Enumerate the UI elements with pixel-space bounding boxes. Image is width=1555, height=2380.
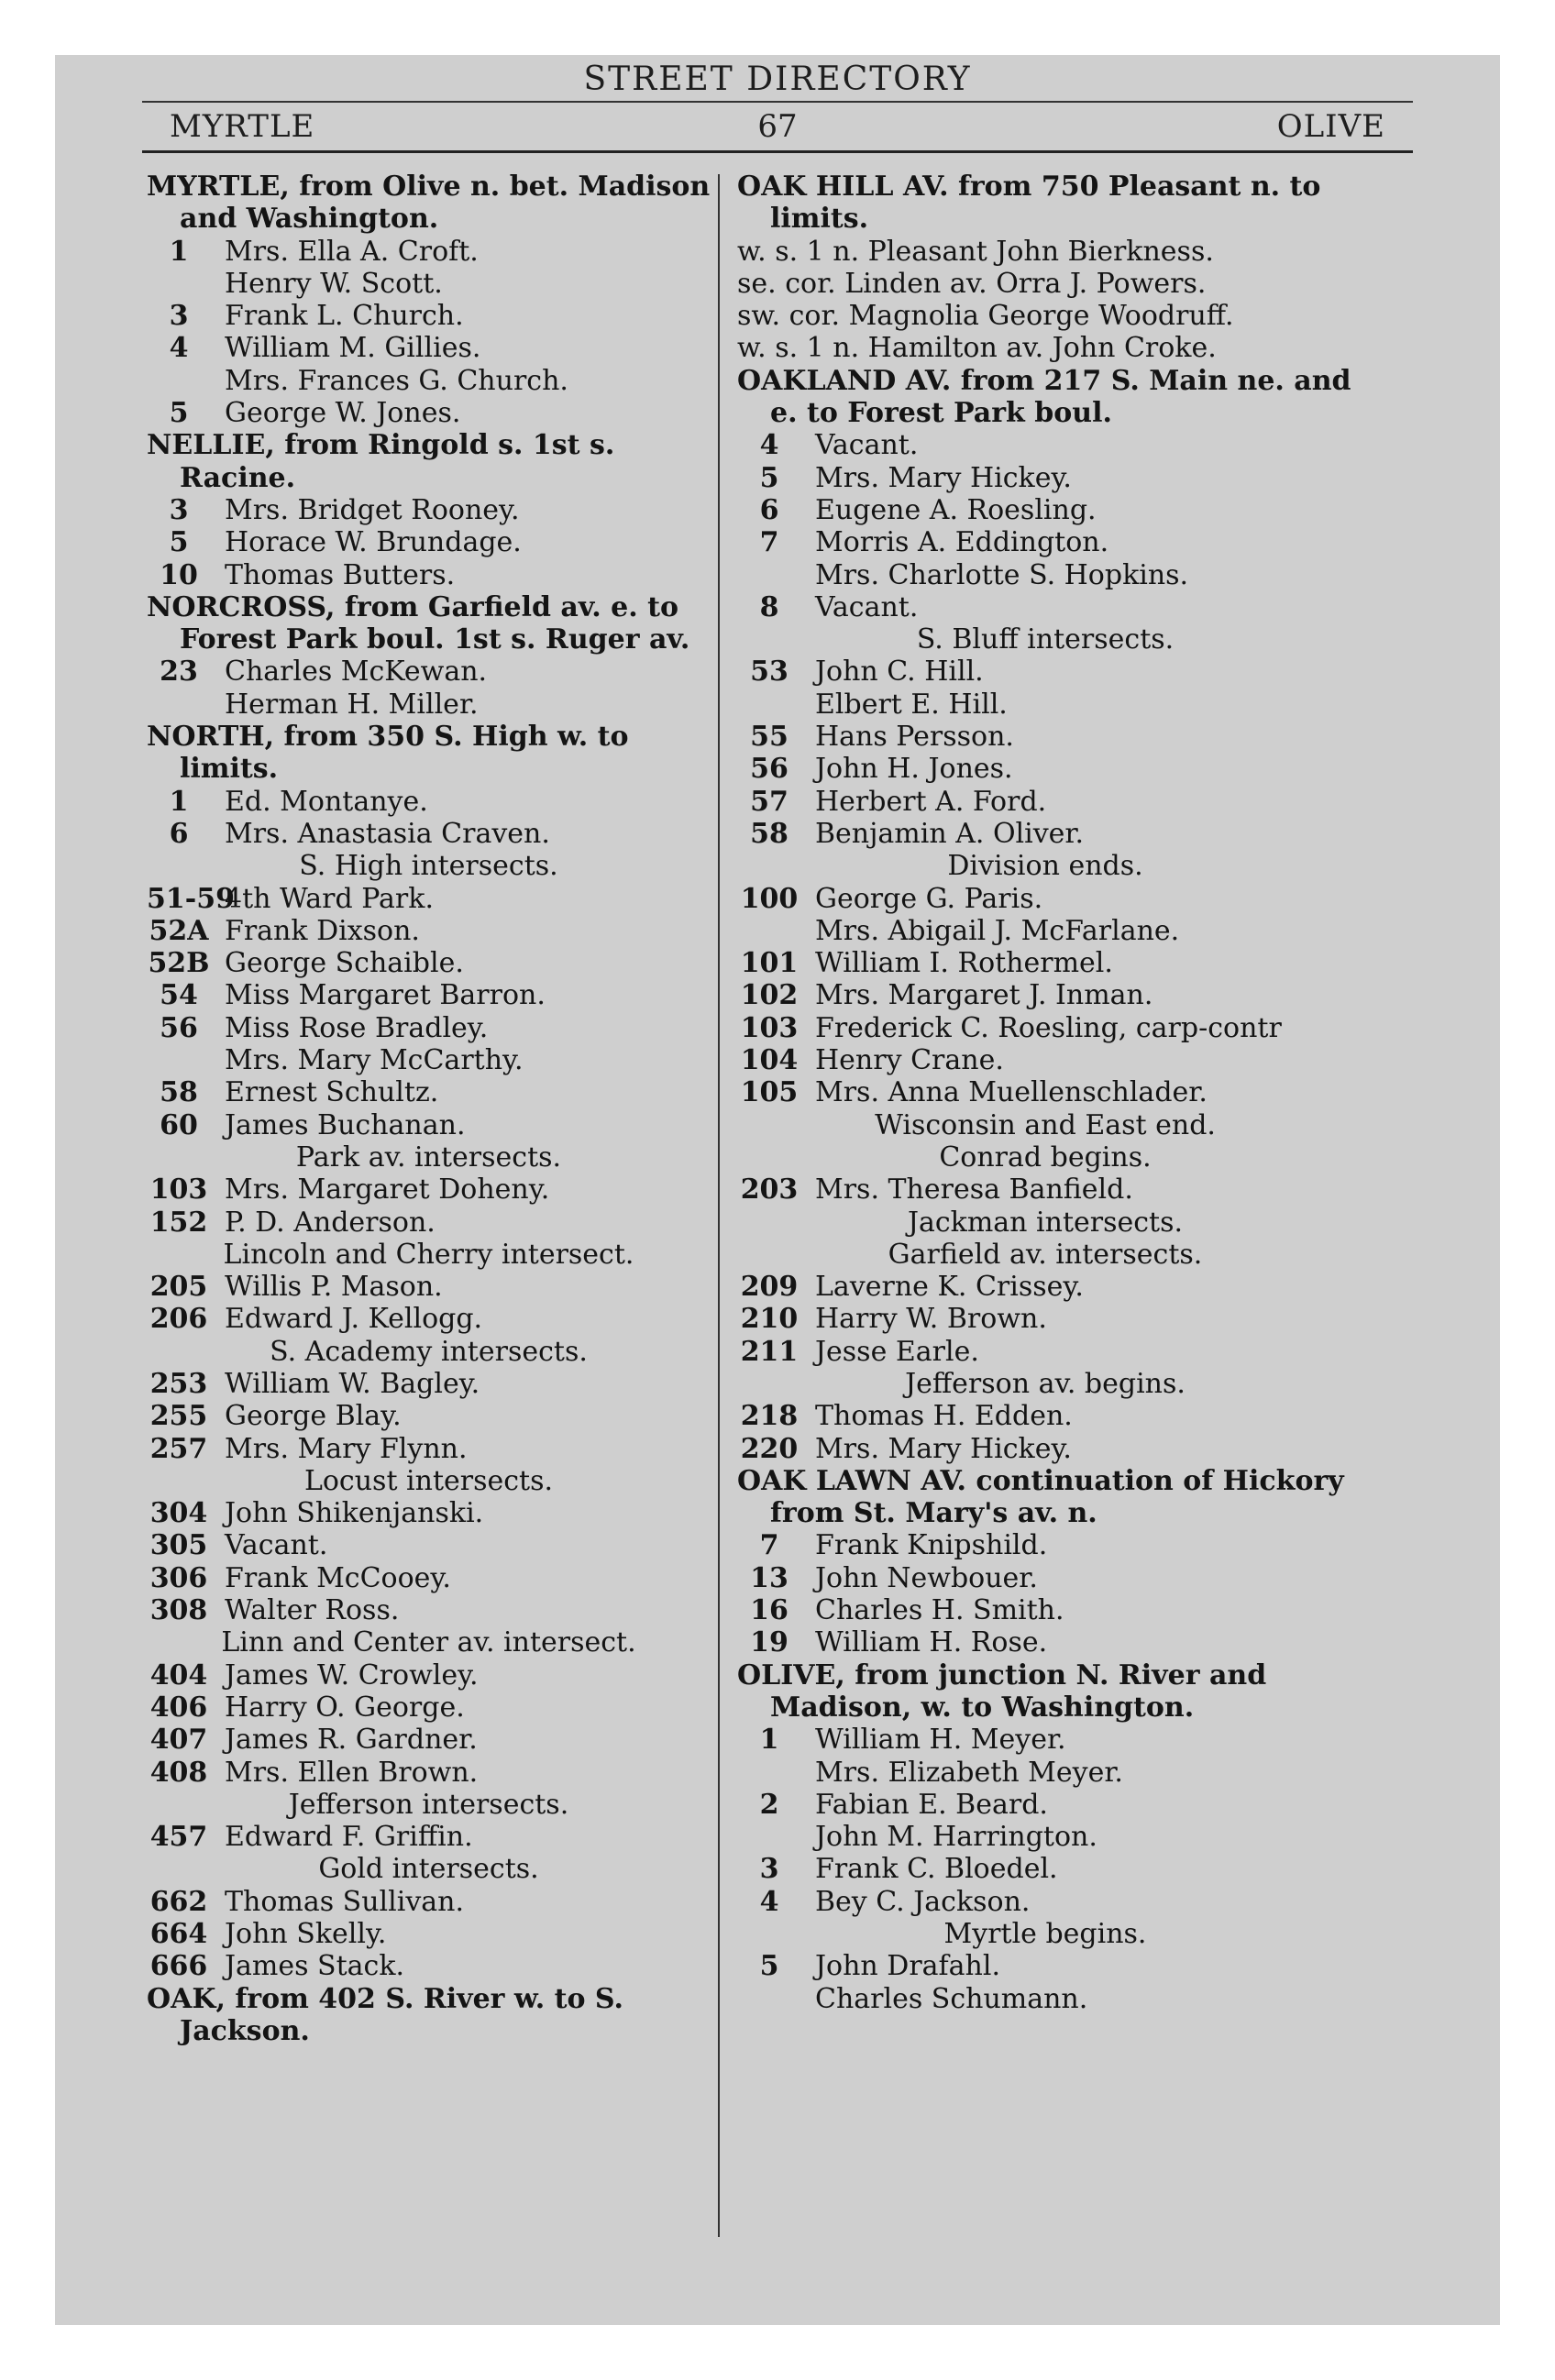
- resident-name: Thomas H. Edden.: [815, 1400, 1073, 1433]
- intersection-note: Gold intersects.: [318, 1853, 539, 1886]
- house-number: 56: [160, 1011, 198, 1044]
- street-heading: OLIVE, from junction N. River and Madison, w. to Washington.: [737, 1658, 1267, 1724]
- resident-name: Edward J. Kellogg.: [225, 1303, 483, 1336]
- directory-entry: [147, 818, 711, 850]
- street-heading: OAKLAND AV. from 217 S. Main ne. and e. to Forest Park boul.: [737, 364, 1351, 430]
- house-number: 306: [149, 1561, 208, 1594]
- directory-entry: [737, 591, 1353, 623]
- directory-entry: [147, 1368, 711, 1400]
- resident-name: John H. Jones.: [815, 753, 1013, 786]
- directory-entry: [737, 1012, 1353, 1044]
- directory-entry: [737, 1433, 1353, 1465]
- house-number: 308: [149, 1594, 208, 1627]
- street-heading: NELLIE, from Ringold s. 1st s. Racine.: [147, 429, 615, 494]
- house-number: 58: [750, 817, 789, 850]
- resident-name: Mrs. Margaret J. Inman.: [815, 979, 1153, 1012]
- intersection-note: Locust intersects.: [303, 1464, 554, 1497]
- additional-resident: Mrs. Frances G. Church.: [225, 364, 568, 397]
- house-number: 203: [740, 1173, 799, 1207]
- resident-name: Miss Margaret Barron.: [225, 979, 546, 1012]
- house-number: 255: [149, 1400, 208, 1433]
- location-entry: w. s. 1 n. Pleasant John Bierkness.: [737, 235, 1214, 268]
- house-number: 8: [759, 590, 779, 623]
- right-column: [737, 171, 1353, 2015]
- directory-entry: [147, 1757, 711, 1789]
- directory-entry: [147, 947, 711, 979]
- resident-name: Eugene A. Roesling.: [815, 493, 1097, 526]
- resident-name: James Stack.: [225, 1950, 405, 1983]
- resident-name: Mrs. Mary Flynn.: [225, 1432, 468, 1465]
- resident-name: Frank Knipshild.: [815, 1529, 1048, 1562]
- resident-name: Mrs. Ella A. Croft.: [225, 235, 479, 268]
- additional-resident: Elbert E. Hill.: [815, 688, 1008, 721]
- directory-entry: [737, 1529, 1353, 1561]
- directory-entry: [737, 721, 1353, 753]
- resident-name: James Buchanan.: [225, 1108, 466, 1141]
- resident-name: William H. Meyer.: [815, 1724, 1066, 1757]
- resident-name: John C. Hill.: [815, 656, 984, 689]
- resident-name: Horace W. Brundage.: [225, 526, 522, 559]
- intersection-note: Park av. intersects.: [295, 1140, 562, 1173]
- resident-name: Laverne K. Crissey.: [815, 1271, 1084, 1304]
- house-number: 662: [149, 1885, 208, 1918]
- directory-entry: [147, 786, 711, 818]
- house-number: 52A: [149, 914, 209, 947]
- resident-name: Frederick C. Roesling, carp-contr: [815, 1011, 1282, 1044]
- directory-entry: [737, 1950, 1353, 1982]
- house-number: 407: [149, 1724, 208, 1757]
- directory-entry: [737, 1303, 1353, 1335]
- directory-entry: [147, 236, 711, 268]
- house-number: 100: [740, 882, 799, 915]
- directory-entry: [147, 1691, 711, 1724]
- house-number: 51-59: [147, 882, 235, 915]
- resident-name: Frank Dixson.: [225, 914, 420, 947]
- house-number: 666: [149, 1950, 208, 1983]
- directory-entry: [147, 1173, 711, 1206]
- resident-name: William W. Bagley.: [225, 1367, 480, 1400]
- location-entry: w. s. 1 n. Hamilton av. John Croke.: [737, 332, 1217, 365]
- house-number: 3: [169, 300, 189, 333]
- resident-name: Frank L. Church.: [225, 300, 464, 333]
- resident-name: Vacant.: [815, 590, 919, 623]
- directory-entry: [147, 1207, 711, 1239]
- resident-name: Thomas Butters.: [225, 558, 456, 591]
- house-number: 206: [149, 1303, 208, 1336]
- resident-name: John Newbouer.: [815, 1561, 1038, 1594]
- house-number: 102: [740, 979, 799, 1012]
- house-number: 103: [149, 1173, 208, 1207]
- resident-name: Vacant.: [225, 1529, 328, 1562]
- resident-name: Edward F. Griffin.: [225, 1821, 473, 1854]
- additional-resident: Mrs. Charlotte S. Hopkins.: [815, 558, 1189, 591]
- resident-name: Charles McKewan.: [225, 656, 488, 689]
- running-head-left: MYRTLE: [170, 108, 315, 145]
- resident-name: George Blay.: [225, 1400, 402, 1433]
- house-number: 152: [149, 1206, 208, 1239]
- directory-entry: [147, 1886, 711, 1918]
- directory-entry: [737, 1336, 1353, 1368]
- house-number: 4: [169, 332, 189, 365]
- directory-entry: [737, 1594, 1353, 1626]
- house-number: 220: [740, 1432, 799, 1465]
- directory-entry: [147, 1497, 711, 1529]
- resident-name: Fabian E. Beard.: [815, 1788, 1048, 1821]
- house-number: 53: [750, 656, 789, 689]
- resident-name: James W. Crowley.: [225, 1658, 479, 1691]
- resident-name: Ed. Montanye.: [225, 785, 428, 818]
- directory-entry: [147, 1594, 711, 1626]
- resident-name: Vacant.: [815, 429, 919, 462]
- directory-entry: [147, 1562, 711, 1594]
- house-number: 6: [169, 817, 189, 850]
- house-number: 3: [169, 493, 189, 526]
- location-entry: sw. cor. Magnolia George Woodruff.: [737, 300, 1234, 333]
- house-number: 5: [759, 461, 779, 494]
- running-head: [142, 101, 1413, 153]
- house-number: 4: [759, 1885, 779, 1918]
- directory-entry: [737, 1886, 1353, 1918]
- directory-entry: [737, 1271, 1353, 1303]
- directory-entry: [737, 979, 1353, 1011]
- resident-name: Hans Persson.: [815, 721, 1014, 754]
- intersection-note: Myrtle begins.: [943, 1918, 1147, 1951]
- resident-name: Walter Ross.: [225, 1594, 400, 1627]
- resident-name: Mrs. Mary Hickey.: [815, 461, 1072, 494]
- resident-name: Benjamin A. Oliver.: [815, 817, 1085, 850]
- resident-name: Mrs. Ellen Brown.: [225, 1756, 479, 1789]
- directory-entry: [737, 883, 1353, 915]
- directory-entry: [737, 1044, 1353, 1076]
- resident-name: Mrs. Mary Hickey.: [815, 1432, 1072, 1465]
- house-number: 10: [160, 558, 198, 591]
- house-number: 54: [160, 979, 198, 1012]
- resident-name: John Drafahl.: [815, 1950, 1000, 1983]
- directory-entry: [147, 332, 711, 364]
- resident-name: James R. Gardner.: [225, 1724, 478, 1757]
- resident-name: Harry W. Brown.: [815, 1303, 1047, 1336]
- directory-entry: [737, 494, 1353, 526]
- resident-name: P. D. Anderson.: [225, 1206, 436, 1239]
- additional-resident: Herman H. Miller.: [225, 688, 479, 721]
- resident-name: Henry Crane.: [815, 1044, 1004, 1077]
- column-divider: [718, 174, 720, 2237]
- additional-resident: John M. Harrington.: [815, 1821, 1097, 1854]
- resident-name: Mrs. Anastasia Craven.: [225, 817, 550, 850]
- house-number: 58: [160, 1076, 198, 1109]
- house-number: 23: [160, 656, 198, 689]
- house-number: 56: [750, 753, 789, 786]
- intersection-note: S. Academy intersects.: [270, 1335, 588, 1368]
- house-number: 7: [759, 1529, 779, 1562]
- intersection-note: Jackman intersects.: [907, 1206, 1184, 1239]
- house-number: 664: [149, 1918, 208, 1951]
- house-number: 404: [149, 1658, 208, 1691]
- resident-name: Ernest Schultz.: [225, 1076, 439, 1109]
- house-number: 7: [759, 526, 779, 559]
- house-number: 253: [149, 1367, 208, 1400]
- resident-name: Miss Rose Bradley.: [225, 1011, 489, 1044]
- page-header-title: STREET DIRECTORY: [583, 61, 972, 98]
- resident-name: George W. Jones.: [225, 397, 461, 430]
- house-number: 305: [149, 1529, 208, 1562]
- directory-entry: [147, 883, 711, 915]
- directory-entry: [147, 1303, 711, 1335]
- resident-name: Jesse Earle.: [815, 1335, 979, 1368]
- resident-name: Morris A. Eddington.: [815, 526, 1109, 559]
- directory-entry: [737, 429, 1353, 461]
- intersection-note: Conrad begins.: [939, 1140, 1152, 1173]
- directory-entry: [737, 818, 1353, 850]
- intersection-note: Lincoln and Cherry intersect.: [223, 1238, 634, 1271]
- directory-entry: [737, 1724, 1353, 1756]
- left-column: [147, 171, 711, 2047]
- directory-entry: [147, 1012, 711, 1044]
- directory-entry: [147, 656, 711, 688]
- house-number: 4: [759, 429, 779, 462]
- directory-entry: [147, 526, 711, 558]
- directory-entry: [147, 494, 711, 526]
- intersection-note: Jefferson intersects.: [288, 1788, 569, 1821]
- directory-entry: [737, 786, 1353, 818]
- resident-name: Mrs. Theresa Banfield.: [815, 1173, 1133, 1207]
- directory-entry: [147, 915, 711, 947]
- house-number: 457: [149, 1821, 208, 1854]
- additional-resident: Charles Schumann.: [815, 1982, 1088, 2015]
- directory-entry: [147, 1433, 711, 1465]
- directory-entry: [147, 1950, 711, 1982]
- resident-name: William I. Rothermel.: [815, 947, 1113, 980]
- directory-entry: [737, 947, 1353, 979]
- house-number: 2: [759, 1788, 779, 1821]
- house-number: 218: [740, 1400, 799, 1433]
- directory-entry: [737, 1173, 1353, 1206]
- house-number: 5: [759, 1950, 779, 1983]
- house-number: 13: [750, 1561, 789, 1594]
- resident-name: 4th Ward Park.: [225, 882, 434, 915]
- additional-resident: Mrs. Abigail J. McFarlane.: [815, 914, 1180, 947]
- house-number: 210: [740, 1303, 799, 1336]
- directory-entry: [147, 1271, 711, 1303]
- resident-name: Mrs. Anna Muellenschlader.: [815, 1076, 1208, 1109]
- house-number: 101: [740, 947, 799, 980]
- resident-name: Mrs. Margaret Doheny.: [225, 1173, 550, 1207]
- directory-entry: [147, 1529, 711, 1561]
- house-number: 103: [740, 1011, 799, 1044]
- intersection-note: Division ends.: [947, 850, 1143, 883]
- directory-entry: [147, 1918, 711, 1950]
- resident-name: William H. Rose.: [815, 1626, 1048, 1659]
- resident-name: William M. Gillies.: [225, 332, 481, 365]
- resident-name: Thomas Sullivan.: [225, 1885, 465, 1918]
- house-number: 16: [750, 1594, 789, 1627]
- directory-entry: [147, 1724, 711, 1756]
- street-heading: OAK, from 402 S. River w. to S. Jackson.: [147, 1982, 623, 2047]
- resident-name: George Schaible.: [225, 947, 464, 980]
- house-number: 6: [759, 493, 779, 526]
- resident-name: Bey C. Jackson.: [815, 1885, 1031, 1918]
- house-number: 406: [149, 1691, 208, 1724]
- resident-name: Willis P. Mason.: [225, 1271, 443, 1304]
- resident-name: Frank C. Bloedel.: [815, 1853, 1058, 1886]
- street-heading: OAK HILL AV. from 750 Pleasant n. to limits.: [737, 171, 1321, 236]
- resident-name: Mrs. Bridget Rooney.: [225, 493, 520, 526]
- street-heading: NORTH, from 350 S. High w. to limits.: [147, 721, 629, 786]
- intersection-note: Linn and Center av. intersect.: [221, 1626, 636, 1659]
- additional-resident: Henry W. Scott.: [225, 267, 443, 300]
- resident-name: John Skelly.: [225, 1918, 387, 1951]
- intersection-note: S. Bluff intersects.: [916, 623, 1175, 656]
- house-number: 304: [149, 1497, 208, 1530]
- additional-resident: Mrs. Elizabeth Meyer.: [815, 1756, 1123, 1789]
- house-number: 257: [149, 1432, 208, 1465]
- street-heading: OAK LAWN AV. continuation of Hickory from St. Mary's av. n.: [737, 1464, 1344, 1530]
- house-number: 211: [740, 1335, 799, 1368]
- street-heading: MYRTLE, from Olive n. bet. Madison and Washington.: [147, 171, 711, 236]
- directory-entry: [147, 1109, 711, 1141]
- directory-entry: [737, 1076, 1353, 1108]
- directory-entry: [147, 397, 711, 429]
- directory-entry: [737, 1853, 1353, 1885]
- directory-entry: [147, 1821, 711, 1853]
- intersection-note: Garfield av. intersects.: [888, 1238, 1203, 1271]
- resident-name: Harry O. George.: [225, 1691, 465, 1724]
- house-number: 57: [750, 785, 789, 818]
- resident-name: George G. Paris.: [815, 882, 1043, 915]
- house-number: 5: [169, 397, 189, 430]
- directory-entry: [147, 979, 711, 1011]
- house-number: 52B: [148, 947, 210, 980]
- resident-name: Charles H. Smith.: [815, 1594, 1064, 1627]
- location-entry: se. cor. Linden av. Orra J. Powers.: [737, 267, 1207, 300]
- directory-entry: [737, 1400, 1353, 1432]
- directory-entry: [147, 1076, 711, 1108]
- house-number: 3: [759, 1853, 779, 1886]
- house-number: 104: [740, 1044, 799, 1077]
- directory-entry: [737, 1626, 1353, 1658]
- directory-entry: [737, 1789, 1353, 1821]
- intersection-note: S. High intersects.: [299, 850, 558, 883]
- additional-resident: Mrs. Mary McCarthy.: [225, 1044, 524, 1077]
- house-number: 105: [740, 1076, 799, 1109]
- directory-entry: [737, 462, 1353, 494]
- directory-entry: [147, 559, 711, 591]
- directory-entry: [147, 1400, 711, 1432]
- intersection-note: Wisconsin and East end.: [875, 1108, 1216, 1141]
- directory-entry: [147, 300, 711, 332]
- house-number: 1: [759, 1724, 779, 1757]
- house-number: 55: [750, 721, 789, 754]
- house-number: 60: [160, 1108, 198, 1141]
- directory-entry: [737, 656, 1353, 688]
- resident-name: Herbert A. Ford.: [815, 785, 1047, 818]
- page-number: 67: [757, 108, 798, 145]
- house-number: 19: [750, 1626, 789, 1659]
- directory-entry: [737, 1562, 1353, 1594]
- house-number: 408: [149, 1756, 208, 1789]
- intersection-note: Jefferson av. begins.: [905, 1367, 1186, 1400]
- directory-entry: [737, 753, 1353, 785]
- resident-name: Frank McCooey.: [225, 1561, 451, 1594]
- street-heading: NORCROSS, from Garfield av. e. to Forest Park boul. 1st s. Ruger av.: [147, 590, 690, 656]
- directory-entry: [737, 526, 1353, 558]
- resident-name: John Shikenjanski.: [225, 1497, 484, 1530]
- house-number: 205: [149, 1271, 208, 1304]
- house-number: 1: [169, 785, 189, 818]
- running-head-right: OLIVE: [1276, 108, 1385, 145]
- house-number: 5: [169, 526, 189, 559]
- house-number: 209: [740, 1271, 799, 1304]
- house-number: 1: [169, 235, 189, 268]
- directory-entry: [147, 1659, 711, 1691]
